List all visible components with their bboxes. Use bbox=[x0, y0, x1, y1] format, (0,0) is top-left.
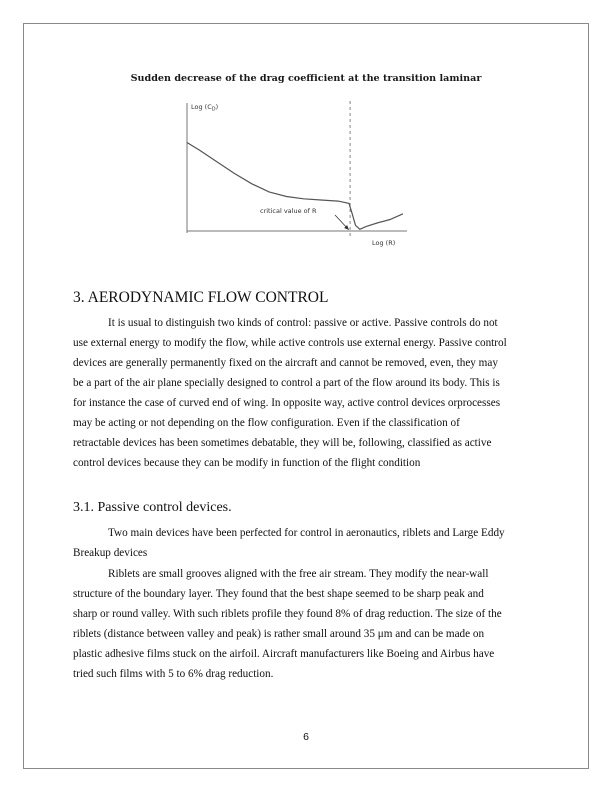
paragraph-line: retractable devices has been sometimes debatable, they will be, following, classified as active bbox=[73, 437, 492, 449]
paragraph-line: use external energy to modify the flow, while active controls use external energy. Passive control bbox=[73, 337, 507, 349]
paragraph-line: devices are generally permanently fixed on the aircraft and cannot be removed, even, they may bbox=[73, 357, 498, 369]
paragraph-flow-control bbox=[73, 313, 543, 473]
page-number: 6 bbox=[303, 731, 309, 743]
paragraph-line: structure of the boundary layer. They found that the best shape seemed to be sharp peak and bbox=[73, 588, 484, 600]
paragraph-line: Two main devices have been perfected for control in aeronautics, riblets and Large Eddy bbox=[108, 527, 505, 539]
critical-value-annotation: critical value of R bbox=[260, 207, 317, 215]
paragraph-devices bbox=[73, 523, 543, 563]
y-axis-label: Log $(C_D)$ bbox=[191, 103, 219, 113]
paragraph-line: be a part of the air plane specially designed to control a part of the flow around its body. This is bbox=[73, 377, 500, 389]
drag-curve-series-line bbox=[187, 143, 403, 230]
paragraph-line: may be acting or not depending on the flow configuration. Even if the classification of bbox=[73, 417, 460, 429]
subsection-heading: 3.1. Passive control devices. bbox=[73, 500, 232, 515]
paragraph-line: control devices because they can be modify in function of the flight condition bbox=[73, 457, 421, 469]
paragraph-line: plastic adhesive films stuck on the airfoil. Aircraft manufacturers like Boeing and Airbus have bbox=[73, 648, 495, 660]
paragraph-riblets bbox=[73, 564, 543, 684]
paragraph-line: riblets (distance between valley and peak) is rather small around 35 μm and can be made on bbox=[73, 628, 485, 640]
paragraph-line: Riblets are small grooves aligned with the free air stream. They modify the near-wall bbox=[108, 568, 489, 580]
drag-coefficient-chart bbox=[175, 98, 415, 258]
x-axis-label: Log (R) bbox=[372, 239, 396, 247]
paragraph-line: sharp or round valley. With such riblets profile they found 8% of drag reduction. The size of the bbox=[73, 608, 502, 620]
paragraph-line: It is usual to distinguish two kinds of control: passive or active. Passive controls do not bbox=[108, 317, 498, 329]
paragraph-line: Breakup devices bbox=[73, 547, 148, 559]
section-heading: 3. AERODYNAMIC FLOW CONTROL bbox=[73, 289, 329, 306]
paragraph-line: tried such films with 5 to 6% drag reduction. bbox=[73, 668, 274, 680]
figure-title: Sudden decrease of the drag coefficient at the transition laminar bbox=[130, 73, 482, 84]
paragraph-line: for instance the case of curved end of wing. In opposite way, active control devices orprocesses bbox=[73, 397, 501, 409]
